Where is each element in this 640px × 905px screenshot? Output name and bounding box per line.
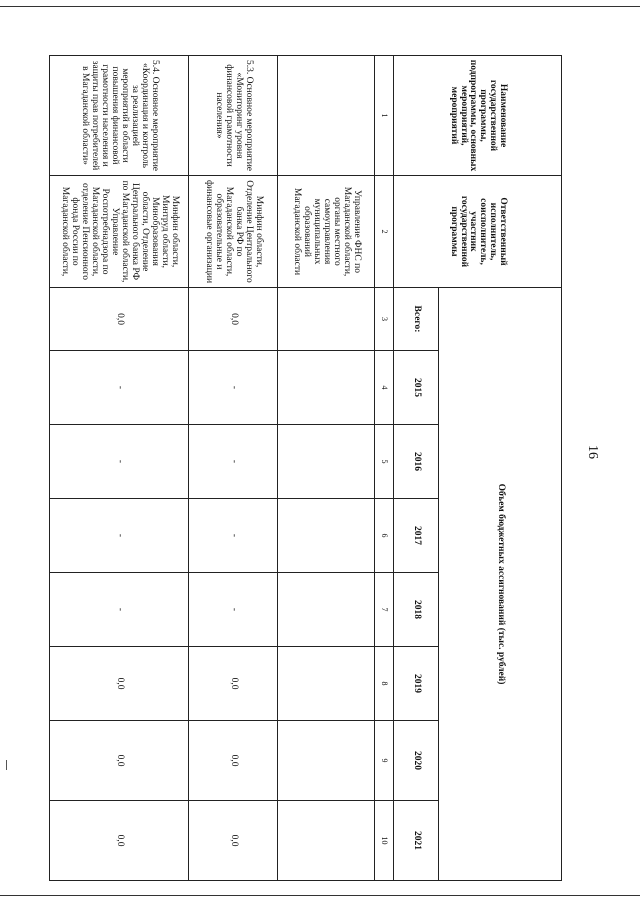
header-row [439,56,562,881]
col-number: 4 [375,351,394,425]
table-row [189,56,278,881]
year-2019: 2019 [394,647,439,721]
header-executor: Ответственный исполнитель, соисполнитель, участник государственной программы [394,176,562,288]
col-number: 10 [375,801,394,881]
row-value-2021: 0,0 [189,801,278,881]
column-number-row [375,56,394,881]
bottom-rule [0,895,640,896]
header-budget: Объем бюджетных ассигнований (тыс. рублей) [439,288,562,881]
col-number: 6 [375,499,394,573]
col-number: 9 [375,721,394,801]
row-name [278,56,375,176]
row-total: 0,0 [50,288,189,351]
row-value-2020 [278,721,375,801]
col-number: 2 [375,176,394,288]
year-2020: 2020 [394,721,439,801]
col-number: 3 [375,288,394,351]
row-value-2019: 0,0 [189,647,278,721]
col-number: 7 [375,573,394,647]
row-total: 0,0 [189,288,278,351]
row-total [278,288,375,351]
year-2015: 2015 [394,351,439,425]
row-executor: Управление ФНС по Магаданской области, органы местного самоуправления муниципальных образований Магаданской области [278,176,375,288]
row-value-2019 [278,647,375,721]
row-value-2020: 0,0 [50,721,189,801]
row-value-2016 [278,425,375,499]
col-number: 1 [375,56,394,176]
row-value-2021: 0,0 [50,801,189,881]
row-value-2015: - [50,351,189,425]
table-row [278,56,375,881]
table-row [50,56,189,881]
year-2016: 2016 [394,425,439,499]
header-total: Всего: [394,288,439,351]
row-value-2016: - [50,425,189,499]
page-number: 16 [585,445,600,459]
row-value-2017: - [50,499,189,573]
row-value-2015: - [189,351,278,425]
row-name: 5.4. Основное мероприятие «Координация и контроль за реализацией мероприятий в области повышения финансовой грамотности населения и защиты прав потребителей в Магаданской области» [50,56,189,176]
row-value-2017: - [189,499,278,573]
row-executor: Минфин области, Отделение Центрального банка РФ по Магаданской области, образовательные и финансовые организации [189,176,278,288]
year-2021: 2021 [394,801,439,881]
year-2018: 2018 [394,573,439,647]
budget-table [49,55,562,881]
row-value-2018: - [189,573,278,647]
row-value-2020: 0,0 [189,721,278,801]
row-value-2019: 0,0 [50,647,189,721]
margin-mark [6,760,7,770]
row-value-2018: - [50,573,189,647]
top-rule [0,6,640,7]
row-value-2018 [278,573,375,647]
table-container [60,55,562,880]
row-value-2015 [278,351,375,425]
col-number: 5 [375,425,394,499]
year-2017: 2017 [394,499,439,573]
row-value-2021 [278,801,375,881]
header-name: Наименование государственной программы, подпрограммы, основных мероприятий, мероприятий [394,56,562,176]
row-executor: Минфин области, Минтруд области, Минобразования области, Отделение Центрального банка РФ по Магаданской области, Управление Роспотребнадзора по Магаданской области, отделение Пенсионного фонда России по Магаданской области, [50,176,189,288]
row-name: 5.3. Основное мероприятие «Мониторинг уровня финансовой грамотности населения» [189,56,278,176]
col-number: 8 [375,647,394,721]
row-value-2016: - [189,425,278,499]
row-value-2017 [278,499,375,573]
